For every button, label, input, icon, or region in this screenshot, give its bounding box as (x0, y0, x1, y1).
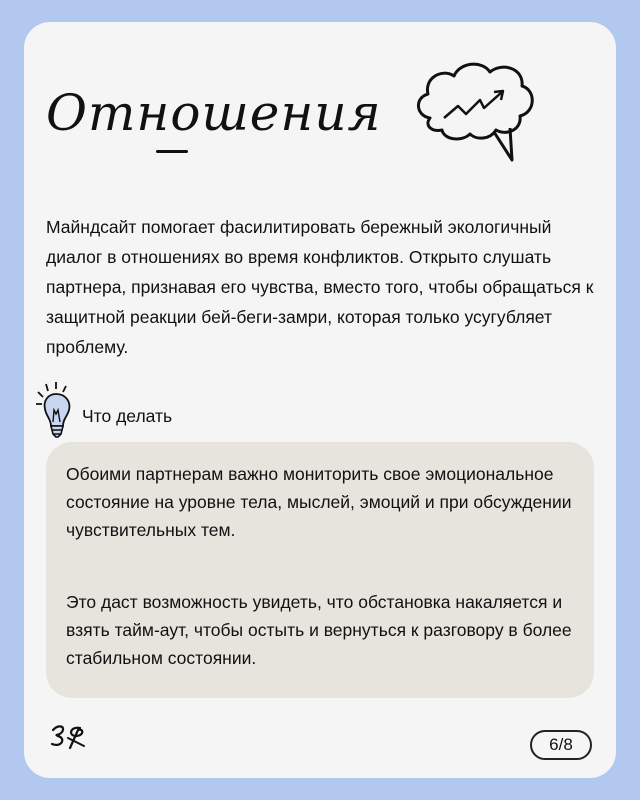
intro-paragraph: Майндсайт помогает фасилитировать бережный экологичный диалог в отношениях во время конфликтов. Открыто слушать партнера, признавая его чувства, вместо того, чтобы обращаться к защитной реакции бей-беги-замри, которая только усугубляет проблему. (46, 217, 594, 357)
lightbulb-icon (34, 382, 80, 440)
advice-box (46, 442, 594, 698)
advice-paragraph-2: Это даст возможность увидеть, что обстановка накаляется и взять тайм-аут, чтобы остыть и вернуться к разговору в более стабильном состоянии. (66, 592, 572, 668)
brand-logo-icon (50, 722, 90, 752)
title-underline (156, 150, 188, 153)
slide-card (24, 22, 616, 778)
thought-cloud-arrow-icon (410, 56, 540, 166)
advice-paragraph-1: Обоими партнерам важно мониторить свое эмоциональное состояние на уровне тела, мыслей, эмоций и при обсуждении чувствительных тем. (66, 464, 572, 540)
page-title: Отношения (46, 84, 382, 142)
what-to-do-label: Что делать (82, 406, 173, 426)
page-indicator: 6/8 (530, 730, 592, 760)
